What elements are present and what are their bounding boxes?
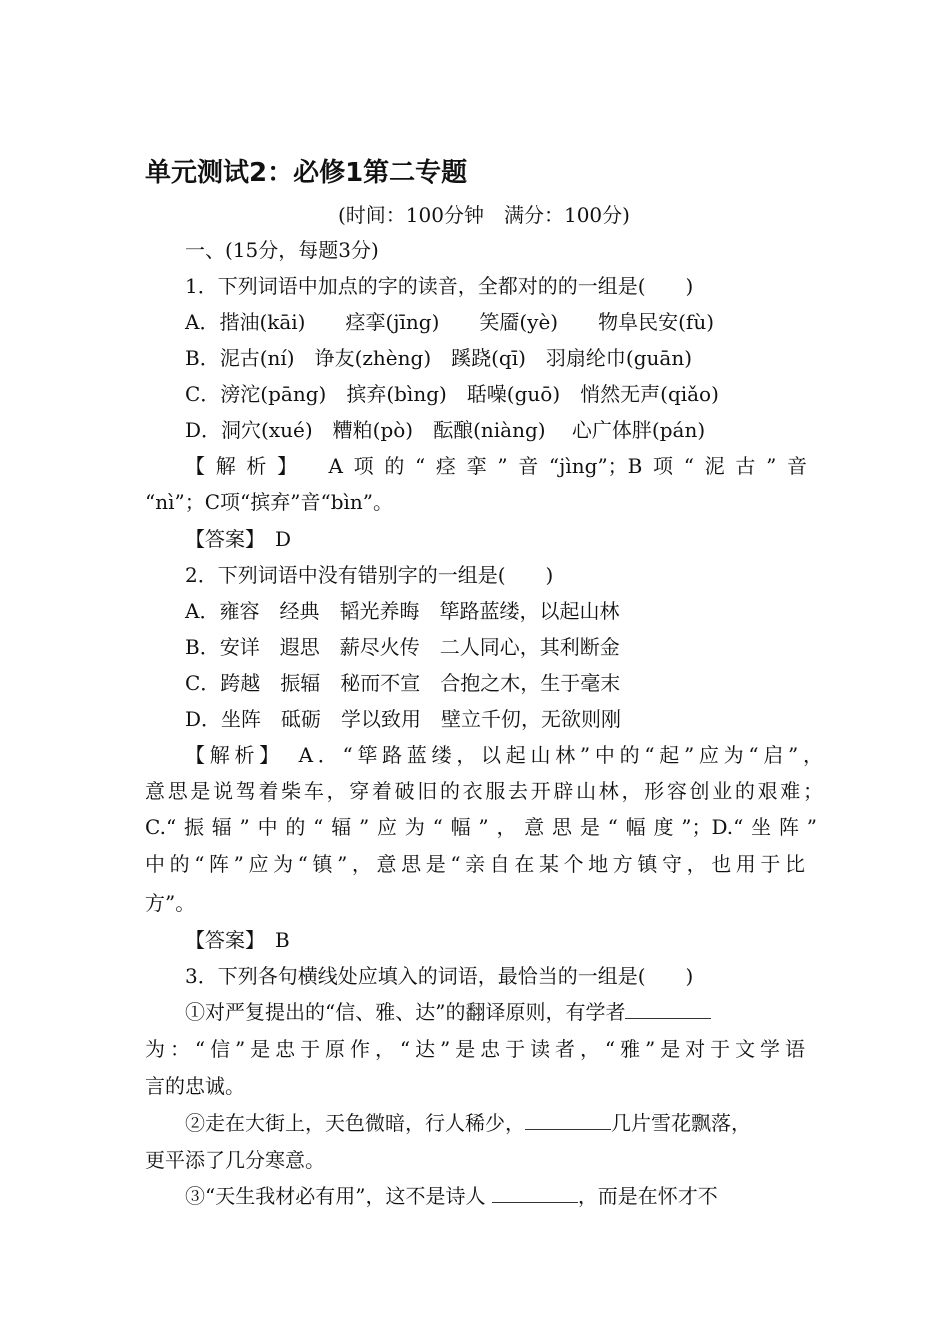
fill-blank (525, 1111, 611, 1130)
fill-blank (492, 1184, 578, 1203)
question-1-option-d: D．洞穴(xué) 糟粕(pò) 酝酿(niàng) 心广体胖(pán) (185, 418, 706, 442)
question-3-sentence-1-cont: 言的忠诚。 (145, 1074, 245, 1098)
question-3-sentence-2 (185, 1110, 751, 1136)
fill-blank (625, 1000, 711, 1019)
sentence-3-text: ③“天生我材必有用”，这不是诗人 (185, 1184, 486, 1208)
question-2-analysis: 【解析】 A．“筚路蓝缕，以起山林”中的“起”应为“启”， (185, 743, 823, 767)
question-1-option-c: C．滂沱(pāng) 摈弃(bìng) 聒噪(guō) 悄然无声(qiǎo) (185, 382, 719, 406)
question-2-stem: 2．下列词语中没有错别字的一组是( ) (185, 563, 554, 587)
question-1-option-a: A．揩油(kāi) 痉挛(jīng) 笑靥(yè) 物阜民安(fù) (185, 310, 715, 334)
question-2-analysis-cont: 方”。 (145, 891, 196, 915)
question-2-analysis-cont: 中的“阵”应为“镇”，意思是“亲自在某个地方镇守，也用于比 (145, 852, 805, 876)
question-2-analysis-cont: 意思是说驾着柴车，穿着破旧的衣服去开辟山林，形容创业的艰难； (145, 779, 823, 803)
sentence-2-text-end: 几片雪花飘落， (611, 1111, 751, 1135)
question-1-answer: 【答案】 D (185, 527, 292, 551)
section-heading: 一、(15分，每题3分) (185, 238, 379, 262)
sentence-2-text: ②走在大街上，天色微暗，行人稀少， (185, 1111, 525, 1135)
question-3-sentence-3 (185, 1183, 718, 1209)
question-2-option-a: A．雍容 经典 韬光养晦 筚路蓝缕，以起山林 (185, 599, 620, 623)
question-2-option-d: D．坐阵 砥砺 学以致用 壁立千仞，无欲则刚 (185, 707, 622, 731)
question-1-analysis-cont: “nì”；C项“摈弃”音“bìn”。 (145, 490, 394, 514)
question-2-option-c: C．跨越 振辐 秘而不宣 合抱之木，生于毫末 (185, 671, 621, 695)
question-3-sentence-2-cont: 更平添了几分寒意。 (145, 1148, 325, 1172)
question-1-option-b: B．泥古(ní) 诤友(zhèng) 蹊跷(qī) 羽扇纶巾(guān) (185, 346, 693, 370)
question-1-stem: 1．下列词语中加点的字的读音，全都对的的一组是( ) (185, 274, 694, 298)
question-2-answer: 【答案】 B (185, 928, 290, 952)
question-2-analysis-cont: C.“振辐”中的“辐”应为“幅”，意思是“幅度”；D.“坐阵” (145, 815, 817, 839)
question-3-stem: 3．下列各句横线处应填入的词语，最恰当的一组是( ) (185, 964, 694, 988)
sentence-3-text-end: ，而是在怀才不 (577, 1184, 718, 1208)
question-1-analysis: 【解析】 A项的“痉挛”音“jìng”；B项“泥古”音 (185, 454, 807, 478)
sentence-1-text: ①对严复提出的“信、雅、达”的翻译原则，有学者 (185, 1000, 626, 1024)
question-2-option-b: B．安详 遐思 薪尽火传 二人同心，其利断金 (185, 635, 620, 659)
question-3-sentence-1 (185, 999, 711, 1025)
page-title: 单元测试2：必修1第二专题 (145, 158, 468, 188)
exam-info: (时间：100分钟 满分：100分) (338, 203, 630, 227)
question-3-sentence-1-cont: 为：“信”是忠于原作，“达”是忠于读者，“雅”是对于文学语 (145, 1037, 805, 1061)
